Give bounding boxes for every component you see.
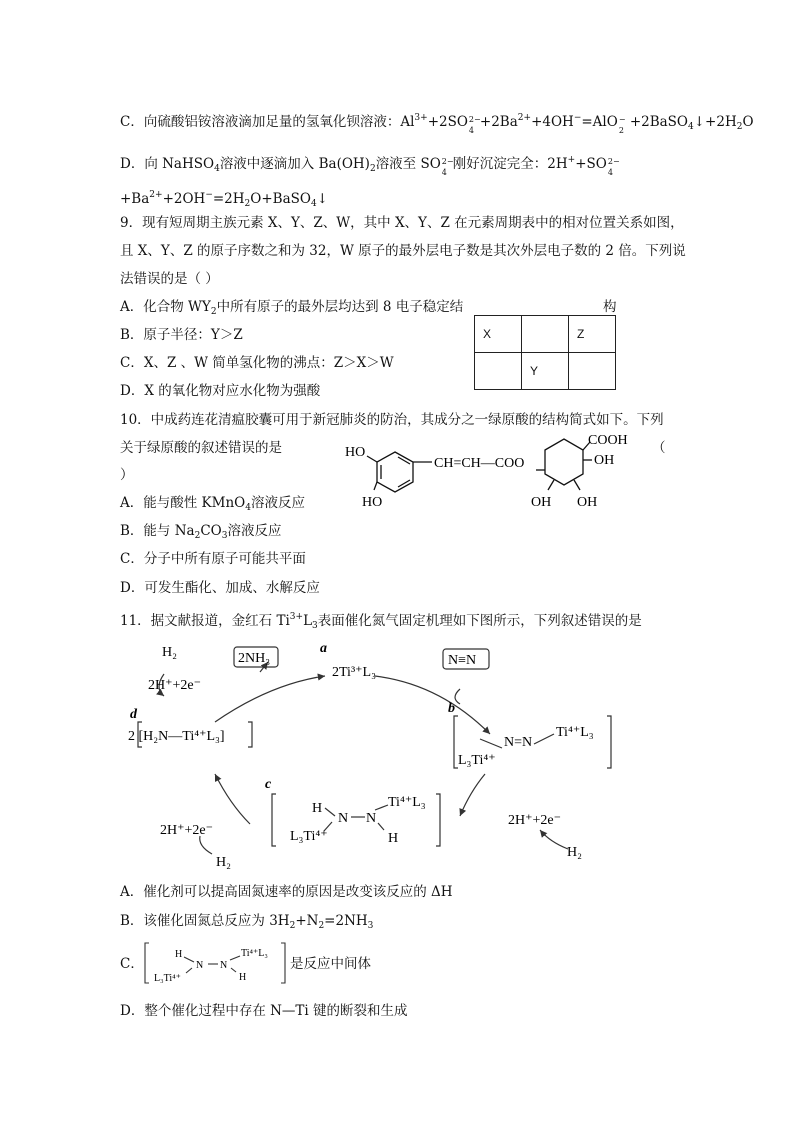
mech-c-ti-left: L₃Ti⁴⁺	[290, 829, 328, 844]
q9-option-d: D．X 的氧化物对应水化物为强酸	[120, 383, 321, 399]
mech-right-h2: H₂	[567, 845, 582, 860]
struct-chain: CH=CH—COO	[434, 456, 525, 471]
cyclohexane-ring	[545, 439, 583, 485]
q9-option-b: B．原子半径：Y＞Z	[120, 327, 243, 343]
mech-c-h1: H	[312, 801, 323, 816]
q9-stem-line3: 法错误的是（ ）	[120, 271, 219, 287]
mech-label-a: a	[320, 641, 327, 656]
mech-label-b: b	[448, 701, 455, 716]
mech-c-ti-right: Ti⁴⁺L₃	[388, 795, 426, 810]
periodic-cell	[569, 353, 616, 390]
n2-fixation-mechanism-diagram	[120, 634, 620, 874]
periodic-cell	[475, 353, 522, 390]
q11-option-c-label: C．	[120, 956, 144, 972]
q9-stem-line2: 且 X、Y、Z 的原子序数之和为 32，W 原子的最外层电子数是其次外层电子数的 2 倍。下列说	[120, 243, 686, 259]
mech-left-eq: 2H⁺+2e⁻	[160, 823, 213, 838]
mech-b-nn: N=N	[504, 735, 533, 750]
mech-h2-top: H₂	[162, 645, 177, 660]
q11-option-b: B．该催化固氮总反应为 $3H_2+N_2=2NH_3$	[120, 913, 374, 931]
mech-label-c: c	[265, 777, 272, 792]
q10-option-b: B．能与 $Na_2CO_3$溶液反应	[120, 523, 282, 541]
struct-oh-right: OH	[594, 453, 615, 468]
q9-option-c: C．X、Z 、W 简单氢化物的沸点：Z＞X＞W	[120, 355, 394, 371]
benzene-ring	[377, 452, 413, 492]
struct-ho-bottom: HO	[362, 495, 383, 510]
q10-paren-close: ）	[120, 467, 134, 483]
mech-left-h2: H₂	[216, 855, 231, 870]
q10-paren-open: （	[652, 440, 666, 456]
periodic-cell	[522, 316, 569, 353]
struct-oh-b1: OH	[531, 495, 552, 510]
mech-c-h2: H	[388, 831, 399, 846]
q10-option-a: A．能与酸性 KMnO$_4$溶液反应	[120, 495, 305, 513]
mech-b-ti-left: L₃Ti⁴⁺	[458, 753, 496, 768]
mech-nh3-box: 2NH₃	[238, 651, 271, 666]
q8-option-d: D．向 NaHSO$_4$溶液中逐滴加入 $Ba(OH)_2$溶液至 SO 2− 4 刚好沉淀完全：2H++SO 2− 4	[120, 155, 620, 177]
mech-top-left-eq: 2H⁺+2e⁻	[148, 678, 201, 693]
mech-n2-box: N≡N	[448, 653, 477, 668]
q11-stem: 11．据文献报道，金红石 $Ti^{3+}L_3$表面催化氮气固定机理如下图所示，下列叙述错误的是	[120, 612, 642, 631]
q10-option-c: C．分子中所有原子可能共平面	[120, 551, 306, 567]
q9-stem-line1: 9．现有短周期主族元素 X、Y、Z、W，其中 X、Y、Z 在元素周期表中的相对位置关系如图，	[120, 215, 684, 231]
q9-option-a-tail: 构	[603, 299, 617, 315]
mech-right-eq: 2H⁺+2e⁻	[508, 813, 561, 828]
struct-ho-top: HO	[345, 445, 366, 460]
mech-d-species: 2 [H₂N—Ti⁴⁺L₃]	[128, 729, 225, 744]
mech-ti-a: 2Ti³⁺L₃	[332, 665, 376, 680]
q11-option-c-intermediate	[144, 940, 286, 986]
periodic-cell: Z	[569, 316, 616, 353]
q11-option-a: A．催化剂可以提高固氮速率的原因是改变该反应的 ΔH	[120, 884, 453, 900]
periodic-cell: Y	[522, 353, 569, 390]
mech-c-n2: N	[366, 811, 377, 826]
q10-option-d: D．可发生酯化、加成、水解反应	[120, 580, 320, 596]
q10-stem-line1: 10．中成药连花清瘟胶囊可用于新冠肺炎的防治，其成分之一绿原酸的结构简式如下。下列	[120, 412, 664, 428]
q8-option-d-cont: $+Ba^{2+}+2OH^-=2H_2O+BaSO_4↓$	[120, 190, 328, 209]
periodic-cell: X	[475, 316, 522, 353]
optc-h2: H	[239, 972, 247, 983]
mech-b-ti-right: Ti⁴⁺L₃	[556, 725, 594, 740]
chlorogenic-acid-structure	[340, 430, 650, 515]
optc-n1: N	[196, 960, 204, 971]
periodic-table-fragment	[474, 315, 616, 390]
struct-oh-b2: OH	[577, 495, 598, 510]
optc-h1: H	[175, 949, 183, 960]
q11-option-c-tail: 是反应中间体	[290, 956, 371, 972]
q10-stem-line2: 关于绿原酸的叙述错误的是	[120, 440, 282, 456]
mech-c-n1: N	[338, 811, 349, 826]
optc-ti-right: Ti⁴⁺L₃	[241, 948, 268, 959]
optc-ti-left: L₃Ti⁴⁺	[154, 973, 181, 984]
q9-option-a: A．化合物 $WY_2$中所有原子的最外层均达到 8 电子稳定结	[120, 299, 464, 317]
struct-cooh: COOH	[588, 433, 628, 448]
mech-label-d: d	[130, 707, 137, 722]
optc-n2: N	[220, 960, 228, 971]
q8-option-c: C．向硫酸铝铵溶液滴加足量的氢氧化钡溶液：$Al^{3+}+2SO$ 2− 4 $+2Ba^{2+}+4OH^-=AlO$ − 2 $+2BaSO_4↓+2H_2O$	[120, 113, 754, 135]
q11-option-d: D．整个催化过程中存在 N—Ti 键的断裂和生成	[120, 1003, 408, 1019]
